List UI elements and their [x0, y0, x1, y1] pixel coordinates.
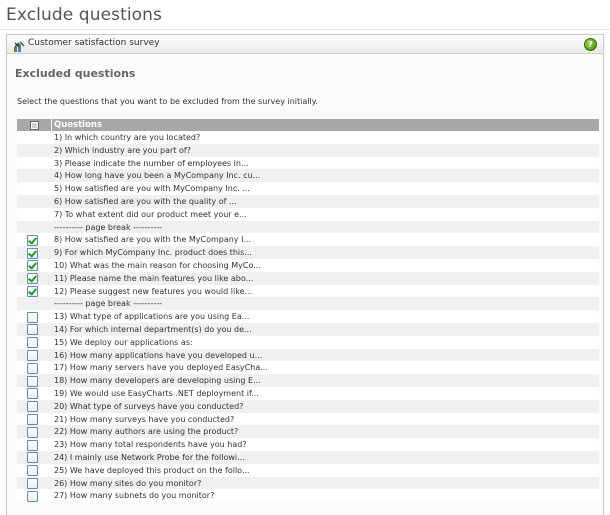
- question-text: ---------- page break ----------: [54, 299, 162, 309]
- question-label: 16) How many applications have you developed u...: [54, 350, 263, 360]
- checkbox-cell[interactable]: [17, 413, 50, 426]
- instructions-text: Select the questions that you want to be excluded from the survey initially.: [17, 97, 318, 106]
- checkbox-cell[interactable]: [17, 438, 50, 451]
- checkbox-cell: [17, 208, 50, 221]
- question-label: 10) What was the main reason for choosing MyCo...: [54, 260, 261, 270]
- question-label: 17) How many servers have you deployed EasyCha...: [54, 363, 268, 373]
- table-row: [17, 182, 599, 195]
- checkbox-cell[interactable]: [17, 349, 50, 362]
- table-row: [17, 208, 599, 221]
- table-row[interactable]: [17, 374, 599, 387]
- table-row[interactable]: [17, 233, 599, 246]
- checkbox-cell[interactable]: [17, 464, 50, 477]
- table-header: [17, 119, 599, 131]
- section-title: Excluded questions: [15, 67, 136, 80]
- table-row: [17, 297, 599, 310]
- table-row: [17, 169, 599, 182]
- table-row[interactable]: [17, 438, 599, 451]
- help-icon[interactable]: ?: [584, 38, 597, 51]
- checkbox-unchecked[interactable]: [27, 401, 38, 412]
- question-label: 11) Please name the main features you like abo...: [54, 273, 254, 283]
- checkbox-cell: [17, 182, 50, 195]
- question-text: 5) How satisfied are you with MyCompany Inc. ...: [54, 184, 250, 194]
- checkbox-cell[interactable]: [17, 451, 50, 464]
- checkbox-unchecked[interactable]: [27, 427, 38, 438]
- panel-header: [7, 35, 603, 54]
- checkbox-unchecked[interactable]: [27, 478, 38, 489]
- checkbox-cell: [17, 195, 50, 208]
- survey-panel: [6, 34, 604, 515]
- checkbox-cell[interactable]: [17, 323, 50, 336]
- checkbox-cell[interactable]: [17, 387, 50, 400]
- table-row: [17, 157, 599, 170]
- question-text: 3) Please indicate the number of employees in...: [54, 158, 249, 168]
- questions-table: [17, 119, 599, 502]
- question-text: ---------- page break ----------: [54, 222, 162, 232]
- table-row[interactable]: [17, 413, 599, 426]
- checkbox-cell: [17, 221, 50, 234]
- checkbox-cell: [17, 131, 50, 144]
- question-text: 2) Which industry are you part of?: [54, 145, 191, 155]
- survey-icon: [13, 38, 25, 50]
- question-text: 1) In which country are you located?: [54, 133, 201, 142]
- checkbox-unchecked[interactable]: [27, 440, 38, 451]
- checkbox-cell: [17, 169, 50, 182]
- question-label: 23) How many total respondents have you had?: [54, 440, 247, 450]
- checkbox-cell[interactable]: [17, 285, 50, 298]
- checkbox-unchecked[interactable]: [27, 376, 38, 387]
- checkbox-cell[interactable]: [17, 374, 50, 387]
- panel-title: Customer satisfaction survey: [28, 38, 160, 48]
- table-row[interactable]: [17, 425, 599, 438]
- table-row[interactable]: [17, 310, 599, 323]
- checkbox-unchecked[interactable]: [27, 350, 38, 361]
- checkbox-cell: [17, 157, 50, 170]
- question-label: 24) I mainly use Network Probe for the followi...: [54, 452, 245, 462]
- checkbox-cell[interactable]: [17, 425, 50, 438]
- question-label: 8) How satisfied are you with the MyCompany I...: [54, 235, 252, 245]
- question-label: 13) What type of applications are you using Ea...: [54, 312, 250, 322]
- checkbox-cell[interactable]: [17, 272, 50, 285]
- question-label: 22) How many authors are using the product?: [54, 427, 239, 437]
- question-label: 27) How many subnets do you monitor?: [54, 491, 215, 501]
- table-row[interactable]: [17, 272, 599, 285]
- checkbox-unchecked[interactable]: [27, 414, 38, 425]
- question-label: 15) We deploy our applications as:: [54, 337, 193, 347]
- table-row[interactable]: [17, 285, 599, 298]
- title-divider: [0, 29, 610, 30]
- checkbox-unchecked[interactable]: [27, 337, 38, 348]
- checkbox-unchecked[interactable]: [27, 452, 38, 463]
- checkbox-cell[interactable]: [17, 400, 50, 413]
- question-label: 12) Please suggest new features you would like...: [54, 286, 253, 296]
- table-row[interactable]: [17, 323, 599, 336]
- checkbox-cell[interactable]: [17, 477, 50, 490]
- table-row: [17, 195, 599, 208]
- question-label: 19) We would use EasyCharts .NET deployment if...: [54, 388, 259, 398]
- table-row: [17, 144, 599, 157]
- checkbox-cell[interactable]: [17, 233, 50, 246]
- question-text: 4) How long have you been a MyCompany Inc. cu...: [54, 171, 261, 181]
- checkbox-cell[interactable]: [17, 489, 50, 502]
- checkbox-checked[interactable]: [27, 235, 38, 246]
- question-label: 26) How many sites do you monitor?: [54, 478, 202, 488]
- select-all-checkbox[interactable]: [30, 121, 39, 130]
- table-row[interactable]: [17, 477, 599, 490]
- checkbox-checked[interactable]: [27, 286, 38, 297]
- checkbox-cell: [17, 144, 50, 157]
- checkbox-cell[interactable]: [17, 310, 50, 323]
- select-all-cell[interactable]: [17, 119, 50, 131]
- checkbox-unchecked[interactable]: [27, 388, 38, 399]
- checkbox-unchecked[interactable]: [27, 324, 38, 335]
- checkbox-unchecked[interactable]: [27, 363, 38, 374]
- question-label: 18) How many developers are developing using E...: [54, 376, 261, 386]
- table-row[interactable]: [17, 387, 599, 400]
- header-separator: [51, 119, 52, 131]
- table-row: [17, 221, 599, 234]
- table-row[interactable]: [17, 336, 599, 349]
- question-label: 25) We have deployed this product on the follo...: [54, 465, 250, 475]
- question-label: 21) How many surveys have you conducted?: [54, 414, 235, 424]
- checkbox-checked[interactable]: [27, 248, 38, 259]
- table-row[interactable]: [17, 464, 599, 477]
- table-row[interactable]: [17, 246, 599, 259]
- question-label: 20) What type of surveys have you conducted?: [54, 401, 244, 411]
- table-row[interactable]: [17, 451, 599, 464]
- checkbox-unchecked[interactable]: [27, 312, 38, 323]
- page-title: Exclude questions: [6, 5, 163, 25]
- checkbox-checked[interactable]: [27, 260, 38, 271]
- checkbox-unchecked[interactable]: [27, 465, 38, 476]
- checkbox-checked[interactable]: [27, 273, 38, 284]
- table-row[interactable]: [17, 400, 599, 413]
- table-row: [17, 131, 599, 144]
- question-text: 7) To what extent did our product meet your e...: [54, 209, 247, 219]
- table-row[interactable]: [17, 489, 599, 502]
- checkbox-unchecked[interactable]: [27, 491, 38, 502]
- question-label: 9) For which MyCompany Inc. product does this...: [54, 248, 252, 258]
- table-row[interactable]: [17, 361, 599, 374]
- checkbox-cell[interactable]: [17, 259, 50, 272]
- questions-header: Questions: [54, 120, 103, 130]
- table-row[interactable]: [17, 349, 599, 362]
- checkbox-cell[interactable]: [17, 336, 50, 349]
- table-row[interactable]: [17, 259, 599, 272]
- question-text: 6) How satisfied are you with the quality of ...: [54, 196, 237, 206]
- checkbox-cell[interactable]: [17, 361, 50, 374]
- question-label: 14) For which internal department(s) do you de...: [54, 324, 252, 334]
- checkbox-cell: [17, 297, 50, 310]
- question-rows: [17, 131, 599, 502]
- checkbox-cell[interactable]: [17, 246, 50, 259]
